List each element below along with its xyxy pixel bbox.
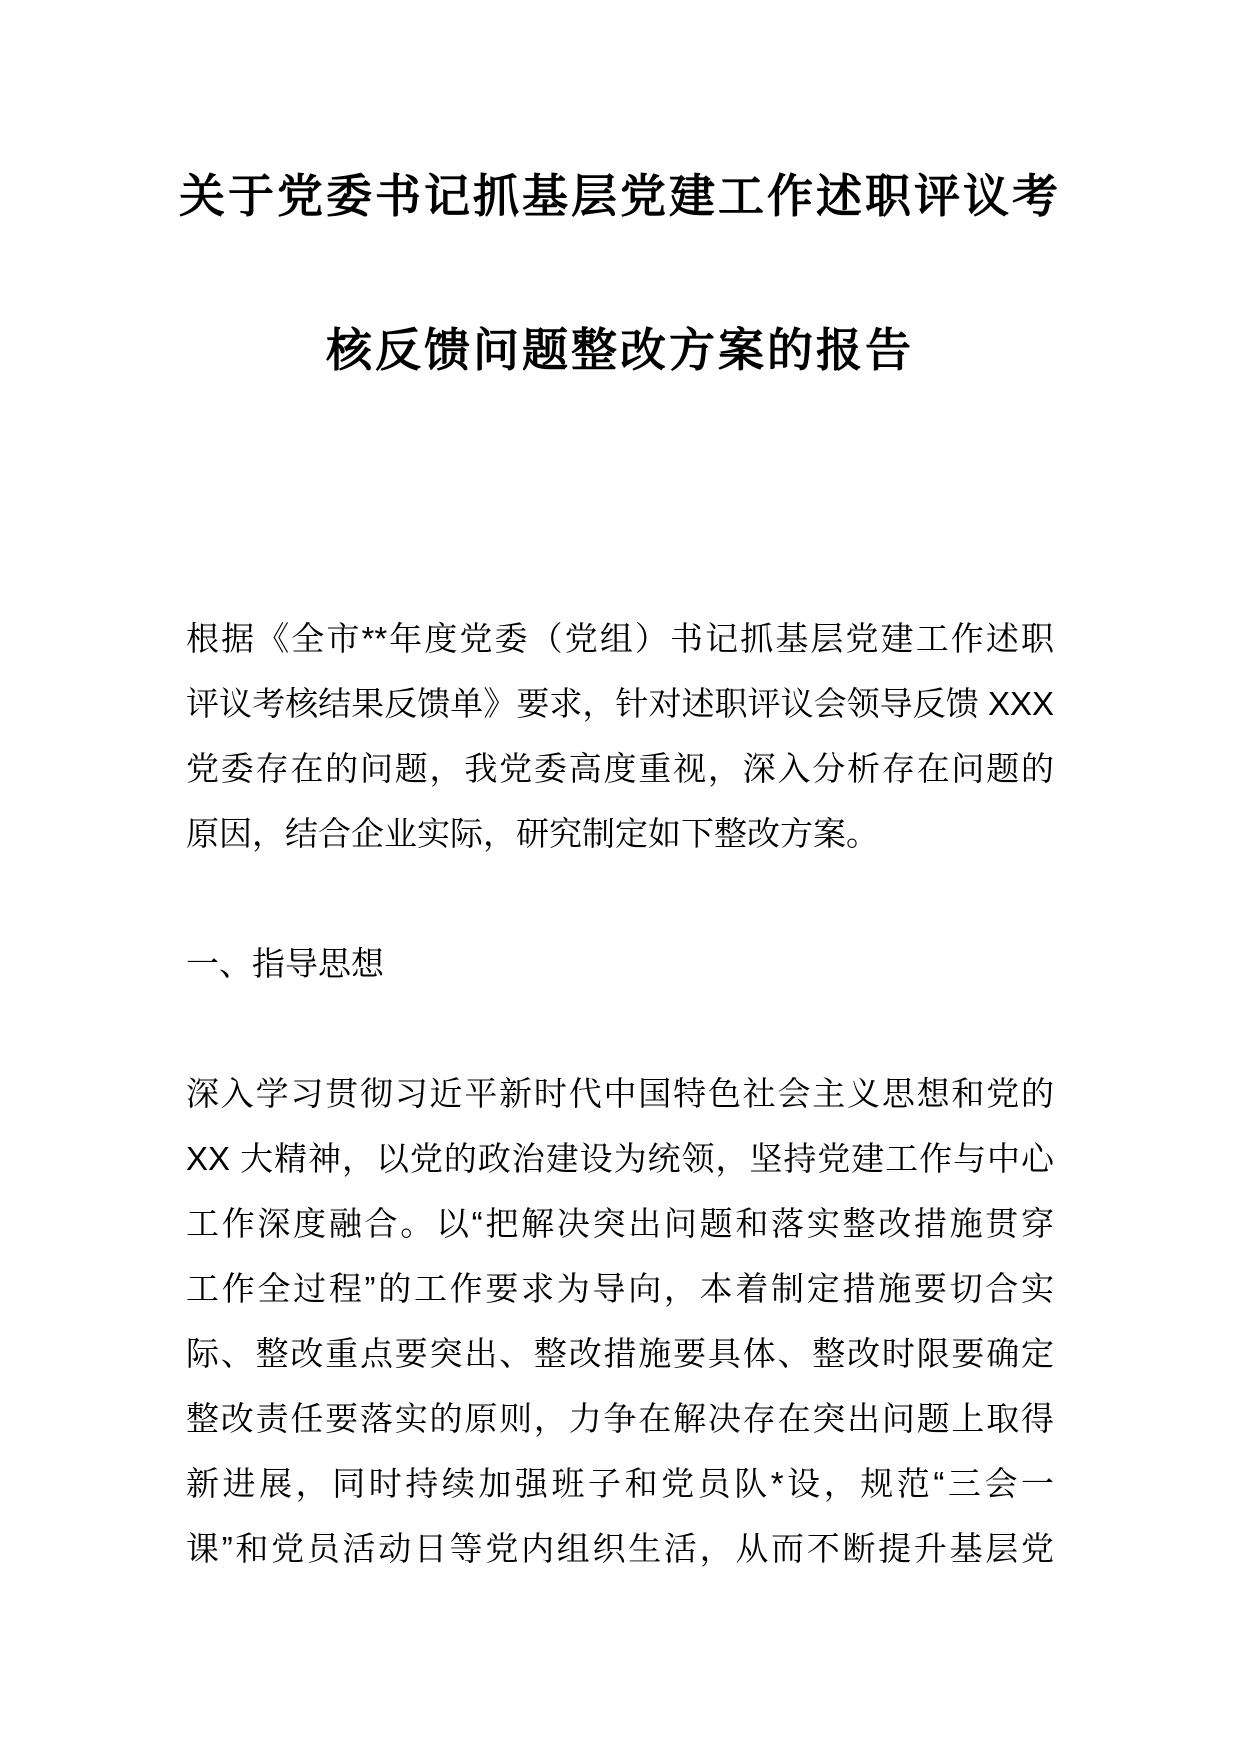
text-line: 评议考核结果反馈单》要求，针对述职评议会领导反馈 XXX <box>186 685 1054 722</box>
document-body <box>186 606 1054 1581</box>
paragraph-intro <box>186 606 1054 866</box>
document-title-line-1: 关于党委书记抓基层党建工作述职评议考 <box>179 170 1061 222</box>
text-line: 根据《全市**年度党委（党组）书记抓基层党建工作述职 <box>186 620 1054 657</box>
paragraph-guiding-ideology-body <box>186 1061 1054 1581</box>
document-title-line-2: 核反馈问题整改方案的报告 <box>326 324 914 376</box>
text-line: 工作深度融合。以“把解决突出问题和落实整改措施贯穿 <box>186 1205 1054 1242</box>
text-line: 深入学习贯彻习近平新时代中国特色社会主义思想和党的 <box>186 1075 1054 1112</box>
text-line: 际、整改重点要突出、整改措施要具体、整改时限要确定 <box>186 1335 1054 1372</box>
text-line: 整改责任要落实的原则，力争在解决存在突出问题上取得 <box>186 1400 1054 1437</box>
heading-guiding-ideology <box>186 931 1054 996</box>
text-line: 党委存在的问题，我党委高度重视，深入分析存在问题的 <box>186 750 1054 787</box>
text-line: 工作全过程”的工作要求为导向，本着制定措施要切合实 <box>186 1270 1054 1307</box>
text-line: 新进展，同时持续加强班子和党员队*设，规范“三会一 <box>186 1465 1054 1502</box>
text-line: 原因，结合企业实际，研究制定如下整改方案。 <box>186 815 879 852</box>
text-line: 课”和党员活动日等党内组织生活，从而不断提升基层党 <box>186 1530 1054 1567</box>
text-line: XX 大精神，以党的政治建设为统领，坚持党建工作与中心 <box>186 1140 1054 1177</box>
text-line: 一、指导思想 <box>186 945 384 982</box>
